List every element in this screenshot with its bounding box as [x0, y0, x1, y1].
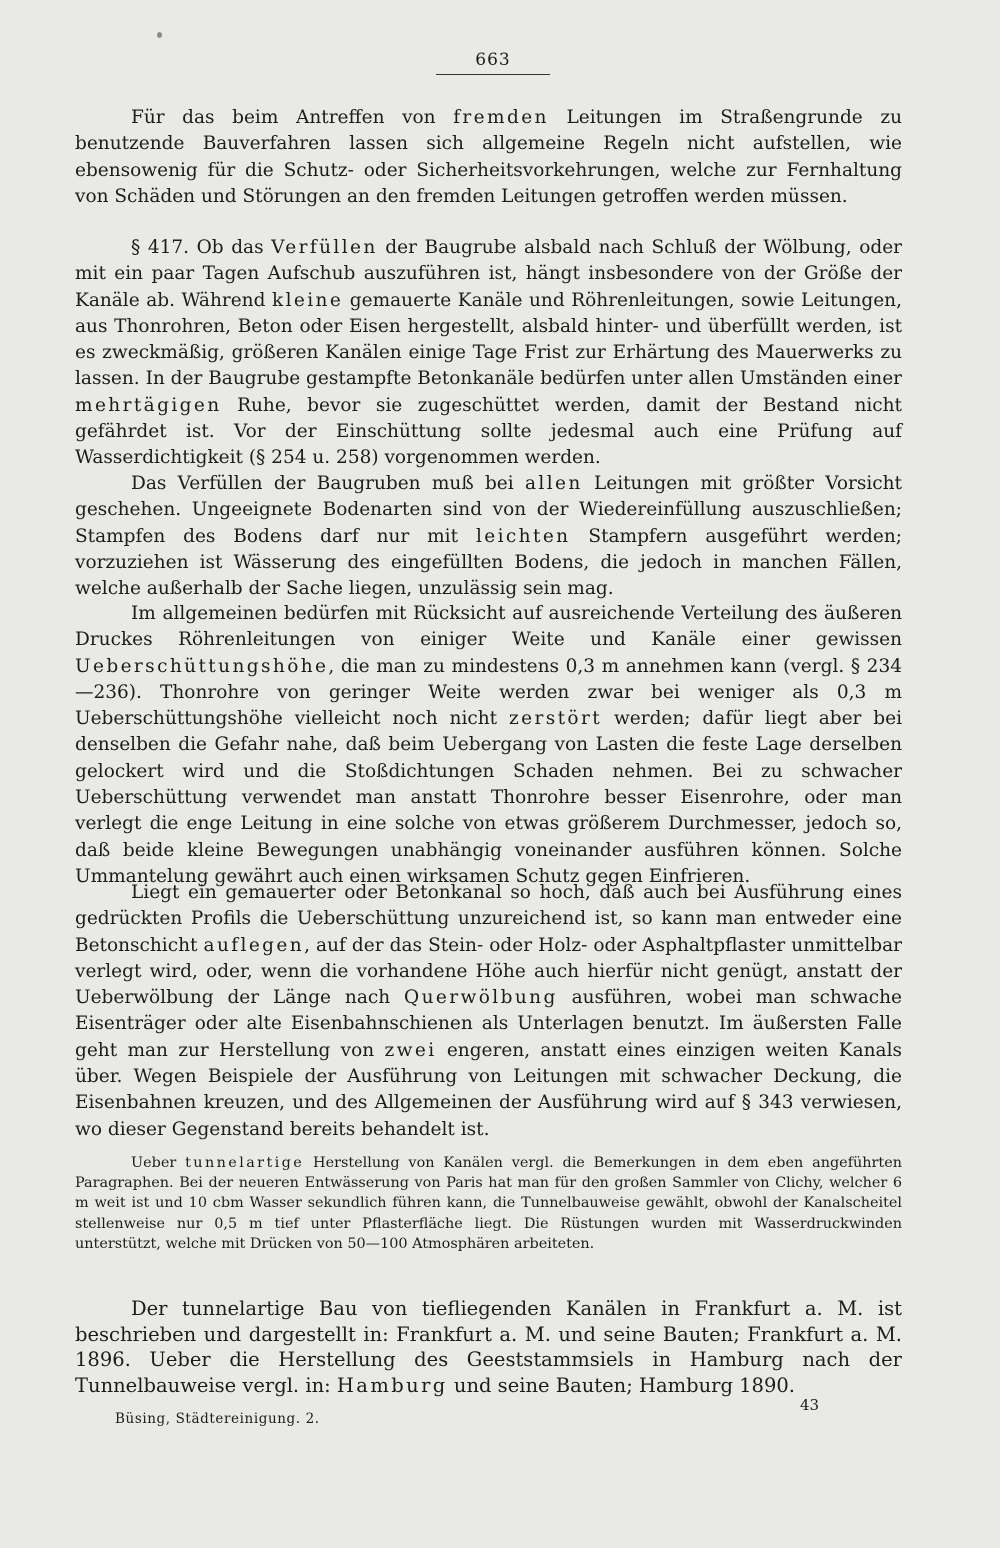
emphasis: tunnelartige — [185, 1155, 305, 1171]
text-run: Für das beim Antreffen von — [131, 107, 454, 128]
paragraph-references — [75, 1296, 902, 1398]
emphasis: leichten — [475, 525, 571, 547]
paragraph-4 — [75, 601, 902, 890]
footer-imprint: Büsing, Städtereinigung. 2. — [115, 1411, 320, 1427]
emphasis: zwei — [384, 1039, 437, 1061]
emphasis: kleine — [271, 289, 344, 311]
text-run: Herstellung von Kanälen vergl. die Bemerkungen in dem eben angeführten Paragraphen. Bei der neueren Entwässerung von Paris hat man für den großen Sammler von Clichy, welcher 6 m weit ist und 10 cbm Wasser sekundlich führen kann, die Tunnelbauweise gewählt, obwohl der Kanalscheitel stellenweise nur 0,5 m tief unter Pflasterfläche liegt. Die Rüstungen wurden mit Wasserdruckwinden unterstützt, welche mit Drücken von 50—100 Atmosphären arbeiteten. — [75, 1155, 902, 1252]
footnote — [75, 1153, 902, 1254]
text-run: Der tunnelartige Bau von tiefliegenden Kanälen in Frankfurt a. M. ist beschrieben und dargestellt in: Frankfurt a. M. und seine Bauten; Frankfurt a. M. 1896. Ueber die Herstellung des Geeststammsiels in Hamburg nach der Tunnelbauweise vergl. in: — [75, 1297, 902, 1397]
emphasis: mehrtägigen — [75, 394, 222, 416]
text-run: § 417. Ob das — [131, 237, 272, 258]
text-run: Leitungen im Straßengrunde zu benutzende Bauverfahren lassen sich allgemeine Regeln nicht aufstellen, wie ebensowenig für die Schutz- oder Sicherheitsvorkehrungen, welche zur Fernhaltung von Schäden und Störungen an den fremden Leitungen getroffen werden müssen. — [75, 107, 902, 207]
text-run: der Baugrube alsbald nach Schluß der Wölbung, oder mit ein paar Tagen Aufschub auszuführen ist, hängt insbesondere von der Größe der Kanäle ab. Während — [75, 237, 902, 311]
text-run: , die man zu mindestens 0,3 m annehmen kann (vergl. § 234—236). Thonrohre von geringer Weite werden zwar bei weniger als 0,3 m Ueberschüttungshöhe vielleicht noch nicht — [75, 655, 902, 730]
emphasis: Hamburg — [336, 1373, 448, 1397]
text-run: Stampfern ausgeführt werden; vorzuziehen ist Wässerung des eingefüllten Bodens, die jedoch in manchen Fällen, welche außerhalb der Sache liegen, unzulässig sein mag. — [75, 525, 902, 600]
paragraph-417 — [75, 235, 902, 472]
signature-number: 43 — [800, 1396, 820, 1414]
paragraph-5 — [75, 880, 902, 1143]
emphasis: zerstört — [508, 708, 603, 730]
text-run: Ueber — [131, 1155, 186, 1171]
text-run: , auf der das Stein- oder Holz- oder Asphaltpflaster unmittelbar verlegt wird, oder, wenn die vorhandene Höhe auch hierfür nicht genügt, anstatt der Ueberwölbung der Länge nach — [75, 934, 902, 1009]
text-run: engeren, anstatt eines einzigen weiten Kanals über. Wegen Beispiele der Ausführung von Leitungen mit schwacher Deckung, die Eisenbahnen kreuzen, und des Allgemeinen der Ausführung wird auf § 343 verwiesen, wo dieser Gegenstand bereits behandelt ist. — [75, 1039, 902, 1140]
text-run: Im allgemeinen bedürfen mit Rücksicht auf ausreichende Verteilung des äußeren Druckes Röhrenleitungen von einiger Weite und Kanäle einer gewissen — [75, 603, 902, 651]
emphasis: auflegen — [203, 934, 305, 956]
emphasis: fremden — [453, 107, 549, 128]
emphasis: allen — [524, 473, 583, 494]
text-run: Leitungen mit größter Vorsicht geschehen. Ungeeignete Bodenarten sind von der Wiedereinfüllung auszuschließen; Stampfen des Bodens darf nur mit — [75, 473, 902, 547]
paper-spot — [157, 32, 162, 38]
paragraph-3 — [75, 471, 902, 602]
text-run: werden; dafür liegt aber bei denselben die Gefahr nahe, daß beim Uebergang von Lasten die feste Lage derselben gelockert wird und die Stoßdichtungen Schaden nehmen. Bei zu schwacher Ueberschüttung verwendet man anstatt Thonrohre besser Eisenrohre, oder man verlegt die enge Leitung in eine solche von etwas größerem Durchmesser, jedoch so, daß beide kleine Bewegungen unabhängig voneinander ausführen können. Solche Ummantelung gewährt auch einen wirksamen Schutz gegen Einfrieren. — [75, 708, 902, 887]
text-run: Liegt ein gemauerter oder Betonkanal so hoch, daß auch bei Ausführung eines gedrückten Profils die Ueberschüttung unzureichend ist, so kann man entweder eine Betonschicht — [75, 882, 902, 956]
emphasis: Ueberschüttungshöhe — [75, 655, 329, 677]
text-run: gemauerte Kanäle und Röhrenleitungen, sowie Leitungen, aus Thonrohren, Beton oder Eisen hergestellt, alsbald hinter- und überfüllt werden, ist es zweckmäßig, größeren Kanälen einige Tage Frist zur Erhärtung des Mauerwerks zu lassen. In der Baugrube gestampfte Betonkanäle bedürfen unter allen Umständen einer — [75, 289, 902, 390]
emphasis: Querwölbung — [404, 987, 558, 1009]
text-run: Das Verfüllen der Baugruben muß bei — [131, 473, 525, 494]
emphasis: Verfüllen — [271, 237, 378, 258]
paragraph-1 — [75, 105, 902, 210]
text-run: ausführen, wobei man schwache Eisenträger oder alte Eisenbahnschienen als Unterlagen benutzt. Im äußersten Falle geht man zur Herstellung von — [75, 987, 902, 1061]
page-number-rule — [436, 74, 550, 75]
text-run: und seine Bauten; Hamburg 1890. — [447, 1373, 795, 1397]
page-number: 663 — [475, 50, 511, 70]
text-run: Ruhe, bevor sie zugeschüttet werden, damit der Bestand nicht gefährdet ist. Vor der Einschüttung sollte jedesmal auch eine Prüfung auf Wasserdichtigkeit (§ 254 u. 258) vorgenommen werden. — [75, 394, 902, 469]
